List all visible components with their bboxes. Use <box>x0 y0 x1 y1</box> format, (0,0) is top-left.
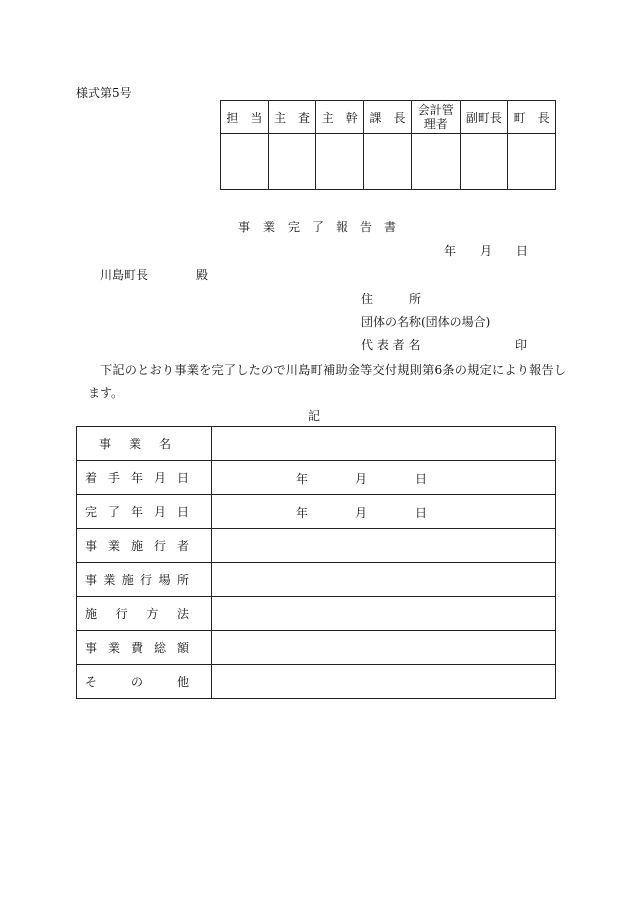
approval-stamp-table <box>220 100 556 190</box>
label-char: 行 <box>140 573 153 587</box>
row-label-location <box>77 563 212 597</box>
value-cell[interactable] <box>212 563 556 597</box>
label-char: 事 <box>99 437 112 451</box>
label-chars <box>85 571 189 588</box>
approval-header-shusa: 主 査 <box>268 101 316 134</box>
label-char: 行 <box>153 539 166 553</box>
recipient-name: 川島町長 <box>100 268 149 282</box>
label-char: 所 <box>176 573 189 587</box>
date-year: 年 <box>444 244 457 258</box>
title-char: 告 <box>360 220 373 234</box>
row-label-method <box>77 597 212 631</box>
table-row <box>77 495 556 529</box>
approval-header-chocho: 町 長 <box>508 101 556 134</box>
label-char: 施 <box>85 607 98 621</box>
table-row <box>77 597 556 631</box>
address-label: 住 所 <box>361 292 422 306</box>
approval-seal-row <box>221 134 556 190</box>
label-char: 日 <box>176 471 189 485</box>
title-char: 事 <box>238 220 251 234</box>
detail-table <box>76 426 556 699</box>
label-chars <box>85 537 189 554</box>
approval-header-kaikei-label: 会計管理者 <box>417 103 454 131</box>
label-char: 事 <box>85 573 98 587</box>
label-char: 了 <box>107 505 120 519</box>
label-char: 月 <box>153 471 166 485</box>
approval-header-shukan: 主 幹 <box>316 101 364 134</box>
label-char: 年 <box>130 505 143 519</box>
label-char: 者 <box>176 539 189 553</box>
value-cell[interactable] <box>212 665 556 699</box>
date-month: 月 <box>355 506 368 520</box>
table-row <box>77 427 556 461</box>
seal-mark: 印 <box>515 338 528 352</box>
title-char: 書 <box>384 220 397 234</box>
label-char: 方 <box>146 607 159 621</box>
label-char: 月 <box>153 505 166 519</box>
body-text-line1: 下記のとおり事業を完了したので川島町補助金等交付規則第6条の規定により報告し <box>100 363 567 377</box>
label-chars <box>85 503 189 520</box>
seal-box <box>411 134 460 190</box>
label-char: 法 <box>176 607 189 621</box>
date-month: 月 <box>480 244 493 258</box>
label-char: 名 <box>158 437 171 451</box>
seal-box <box>268 134 316 190</box>
label-chars <box>99 435 171 452</box>
row-label-total-cost <box>77 631 212 665</box>
table-row <box>77 563 556 597</box>
date-year: 年 <box>296 472 309 486</box>
title-char: 了 <box>312 220 325 234</box>
seal-box <box>460 134 508 190</box>
form-number: 様式第5号 <box>76 86 132 100</box>
label-chars <box>85 673 189 690</box>
label-char: 業 <box>107 641 120 655</box>
value-cell[interactable] <box>212 529 556 563</box>
table-row <box>77 665 556 699</box>
row-label-jigyomei <box>77 427 212 461</box>
value-cell[interactable] <box>212 631 556 665</box>
approval-header-fukucho: 副町長 <box>460 101 508 134</box>
value-cell[interactable] <box>212 461 556 495</box>
representative-label: 代 表 者 名 <box>361 338 421 352</box>
label-char: 総 <box>153 641 166 655</box>
seal-box <box>508 134 556 190</box>
label-char: 業 <box>107 539 120 553</box>
label-char: 完 <box>85 505 98 519</box>
value-cell[interactable] <box>212 495 556 529</box>
row-label-other <box>77 665 212 699</box>
date-day: 日 <box>516 244 529 258</box>
approval-header-kaikei <box>411 101 460 134</box>
date-day: 日 <box>415 472 428 486</box>
label-char: 場 <box>158 573 171 587</box>
label-char: 他 <box>176 675 189 689</box>
label-char: 年 <box>130 471 143 485</box>
row-label-end-date <box>77 495 212 529</box>
label-char: 着 <box>85 471 98 485</box>
seal-box <box>364 134 412 190</box>
table-row <box>77 461 556 495</box>
value-cell[interactable] <box>212 597 556 631</box>
approval-header-tanto: 担 当 <box>221 101 269 134</box>
row-label-operator <box>77 529 212 563</box>
table-row <box>77 529 556 563</box>
date-month: 月 <box>355 472 368 486</box>
label-char: 事 <box>85 539 98 553</box>
label-char: 事 <box>85 641 98 655</box>
table-row <box>77 631 556 665</box>
approval-header-row <box>221 101 556 134</box>
label-char: 業 <box>103 573 116 587</box>
title-char: 業 <box>263 220 276 234</box>
ki-heading: 記 <box>308 409 321 423</box>
body-text-line2: ます。 <box>88 386 124 400</box>
label-chars <box>85 639 189 656</box>
label-char: 日 <box>176 505 189 519</box>
label-char: の <box>130 675 143 689</box>
label-char: そ <box>85 675 98 689</box>
label-chars <box>85 469 189 486</box>
recipient-honorific: 殿 <box>196 268 209 282</box>
label-char: 施 <box>130 539 143 553</box>
row-label-start-date <box>77 461 212 495</box>
label-char: 行 <box>115 607 128 621</box>
label-char: 額 <box>176 641 189 655</box>
label-chars <box>85 605 189 622</box>
value-cell[interactable] <box>212 427 556 461</box>
label-char: 費 <box>130 641 143 655</box>
label-char: 施 <box>121 573 134 587</box>
seal-box <box>221 134 269 190</box>
org-name-label: 団体の名称(団体の場合) <box>361 315 491 329</box>
title-char: 完 <box>288 220 301 234</box>
date-day: 日 <box>415 506 428 520</box>
label-char: 業 <box>128 437 141 451</box>
seal-box <box>316 134 364 190</box>
approval-header-kacho: 課 長 <box>364 101 412 134</box>
label-char: 手 <box>107 471 120 485</box>
title-char: 報 <box>336 220 349 234</box>
date-year: 年 <box>296 506 309 520</box>
